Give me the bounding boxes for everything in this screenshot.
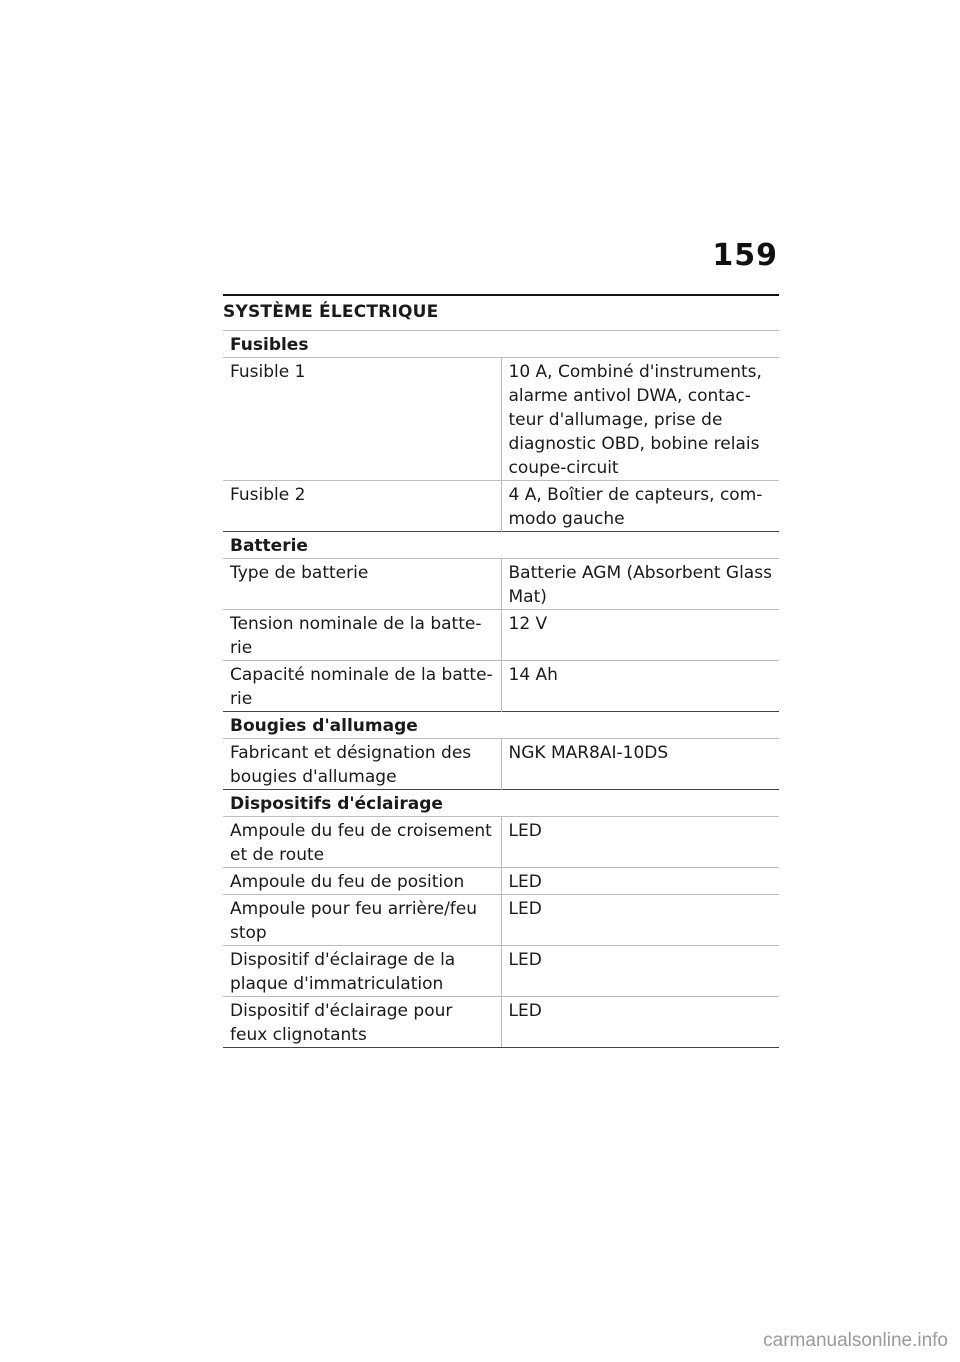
section-title: SYSTÈME ÉLECTRIQUE [223,302,439,322]
group-header-fuses [223,331,779,358]
row-value: NGK MAR8AI-10DS [501,739,779,790]
row-value: LED [501,817,779,868]
row-key: Fabricant et désignation des bougies d'allumage [223,739,501,790]
group-title: Bougies d'allumage [223,712,779,739]
row-key: Tension nominale de la batte-rie [223,610,501,661]
row-key: Ampoule du feu de position [223,868,501,895]
table-row [223,817,779,868]
row-value: LED [501,895,779,946]
group-header-battery [223,532,779,559]
spec-table [223,330,779,1048]
table-row [223,946,779,997]
row-key: Ampoule du feu de croisement et de route [223,817,501,868]
row-key: Dispositif d'éclairage pour feux clignotants [223,997,501,1048]
row-value: LED [501,868,779,895]
row-key: Fusible 2 [223,481,501,532]
watermark: carmanualsonline.info [763,1330,948,1351]
table-row [223,868,779,895]
electrical-system-section [223,294,779,1048]
page-number: 159 [712,238,778,273]
group-header-spark-plugs [223,712,779,739]
row-key: Fusible 1 [223,358,501,481]
table-row [223,661,779,712]
table-row [223,997,779,1048]
row-key: Dispositif d'éclairage de la plaque d'immatriculation [223,946,501,997]
table-row [223,610,779,661]
table-row [223,358,779,481]
row-value: Batterie AGM (Absorbent Glass Mat) [501,559,779,610]
table-row [223,895,779,946]
row-value: 4 A, Boîtier de capteurs, com-modo gauche [501,481,779,532]
row-key: Capacité nominale de la batte-rie [223,661,501,712]
row-value: LED [501,997,779,1048]
row-value: 12 V [501,610,779,661]
table-row [223,739,779,790]
row-value: LED [501,946,779,997]
table-row [223,481,779,532]
group-title: Batterie [223,532,779,559]
row-key: Ampoule pour feu arrière/feu stop [223,895,501,946]
group-title: Dispositifs d'éclairage [223,790,779,817]
table-row [223,559,779,610]
row-value: 14 Ah [501,661,779,712]
group-title: Fusibles [223,331,779,358]
group-header-lighting [223,790,779,817]
row-value: 10 A, Combiné d'instruments, alarme antivol DWA, contac-teur d'allumage, prise de diagnostic OBD, bobine relais coupe-circuit [501,358,779,481]
row-key: Type de batterie [223,559,501,610]
